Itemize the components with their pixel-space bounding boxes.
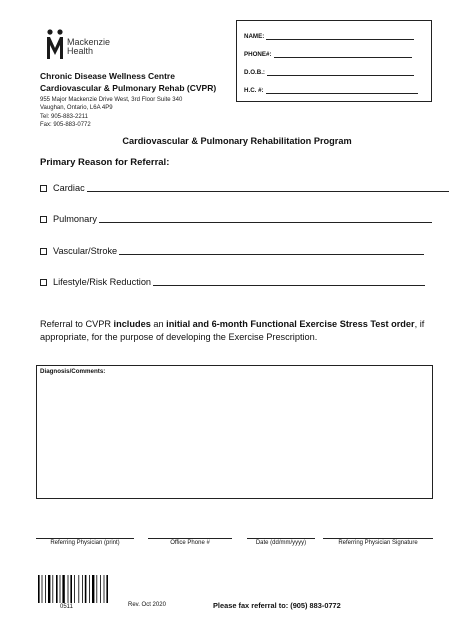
patient-phone-line[interactable]: [274, 57, 412, 58]
note-part-3: an: [150, 319, 167, 329]
patient-name-line[interactable]: [266, 39, 414, 40]
date-label: Date (dd/mm/yyyy): [255, 540, 307, 546]
patient-name-field[interactable]: [244, 33, 414, 40]
address-line-2: Vaughan, Ontario, L6A 4P9: [40, 105, 113, 112]
logo-line-1: Mackenzie: [67, 37, 111, 47]
pulmonary-line[interactable]: [99, 222, 432, 223]
vascular-stroke-line[interactable]: [119, 254, 424, 255]
patient-name-label: NAME:: [244, 33, 265, 40]
referral-note: [40, 318, 450, 343]
patient-info-box: [236, 20, 432, 102]
org-name: Chronic Disease Wellness Centre: [40, 71, 175, 81]
patient-phone-label: PHONE#:: [244, 51, 272, 58]
vascular-stroke-label: Vascular/Stroke: [53, 246, 118, 256]
note-part-5: , if appropriate, for the purpose of developing the Exercise Prescription.: [40, 319, 425, 342]
diagnosis-label: Diagnosis/Comments:: [40, 368, 106, 375]
note-part-4: initial and 6-month Functional Exercise Stress Test order: [166, 319, 415, 329]
reason-vascular-stroke[interactable]: [40, 246, 424, 256]
barcode-image: [38, 575, 108, 603]
reason-cardiac[interactable]: [40, 183, 449, 193]
address-fax: Fax: 905-883-0772: [40, 121, 91, 128]
referring-physician-print-label: Referring Physician (print): [50, 540, 120, 546]
pulmonary-checkbox[interactable]: [40, 216, 47, 223]
address-line-1: 955 Major Mackenzie Drive West, 3rd Floor Suite 340: [40, 97, 183, 103]
patient-dob-line[interactable]: [267, 75, 414, 76]
patient-dob-field[interactable]: [244, 69, 414, 76]
fax-instruction: Please fax referral to: (905) 883-0772: [213, 601, 341, 610]
program-title: Cardiovascular & Pulmonary Rehabilitation Program: [122, 136, 352, 146]
patient-hc-label: H.C. #:: [244, 87, 264, 94]
patient-hc-line[interactable]: [266, 93, 418, 94]
referring-physician-print-line[interactable]: [36, 538, 134, 539]
patient-dob-label: D.O.B.:: [244, 69, 265, 76]
office-phone-line[interactable]: [148, 538, 232, 539]
program-name: Cardiovascular & Pulmonary Rehab (CVPR): [40, 83, 217, 93]
diagnosis-comments-box[interactable]: [36, 365, 433, 499]
reason-pulmonary[interactable]: [40, 214, 432, 224]
pulmonary-label: Pulmonary: [53, 214, 97, 224]
reason-lifestyle[interactable]: [40, 277, 425, 287]
date-line[interactable]: [247, 538, 315, 539]
lifestyle-checkbox[interactable]: [40, 279, 47, 286]
patient-phone-field[interactable]: [244, 51, 412, 58]
note-part-1: Referral to CVPR: [40, 319, 114, 329]
cardiac-checkbox[interactable]: [40, 185, 47, 192]
patient-hc-field[interactable]: [244, 87, 418, 94]
lifestyle-label: Lifestyle/Risk Reduction: [53, 277, 152, 287]
logo-line-2: Health: [67, 46, 94, 56]
cardiac-label: Cardiac: [53, 183, 85, 193]
office-phone-label: Office Phone #: [170, 540, 210, 546]
physician-signature-label: Referring Physician Signature: [338, 540, 418, 546]
lifestyle-line[interactable]: [153, 285, 425, 286]
address-block: [40, 96, 182, 129]
cardiac-line[interactable]: [87, 191, 449, 192]
barcode-number: 0511: [60, 604, 73, 610]
note-part-2: includes: [113, 319, 151, 329]
reason-heading: Primary Reason for Referral:: [40, 157, 170, 168]
vascular-stroke-checkbox[interactable]: [40, 248, 47, 255]
physician-signature-line[interactable]: [323, 538, 433, 539]
logo-text: [67, 38, 110, 56]
revision-date: Rev. Oct 2020: [128, 602, 166, 608]
address-tel: Tel: 905-883-2211: [40, 113, 88, 120]
